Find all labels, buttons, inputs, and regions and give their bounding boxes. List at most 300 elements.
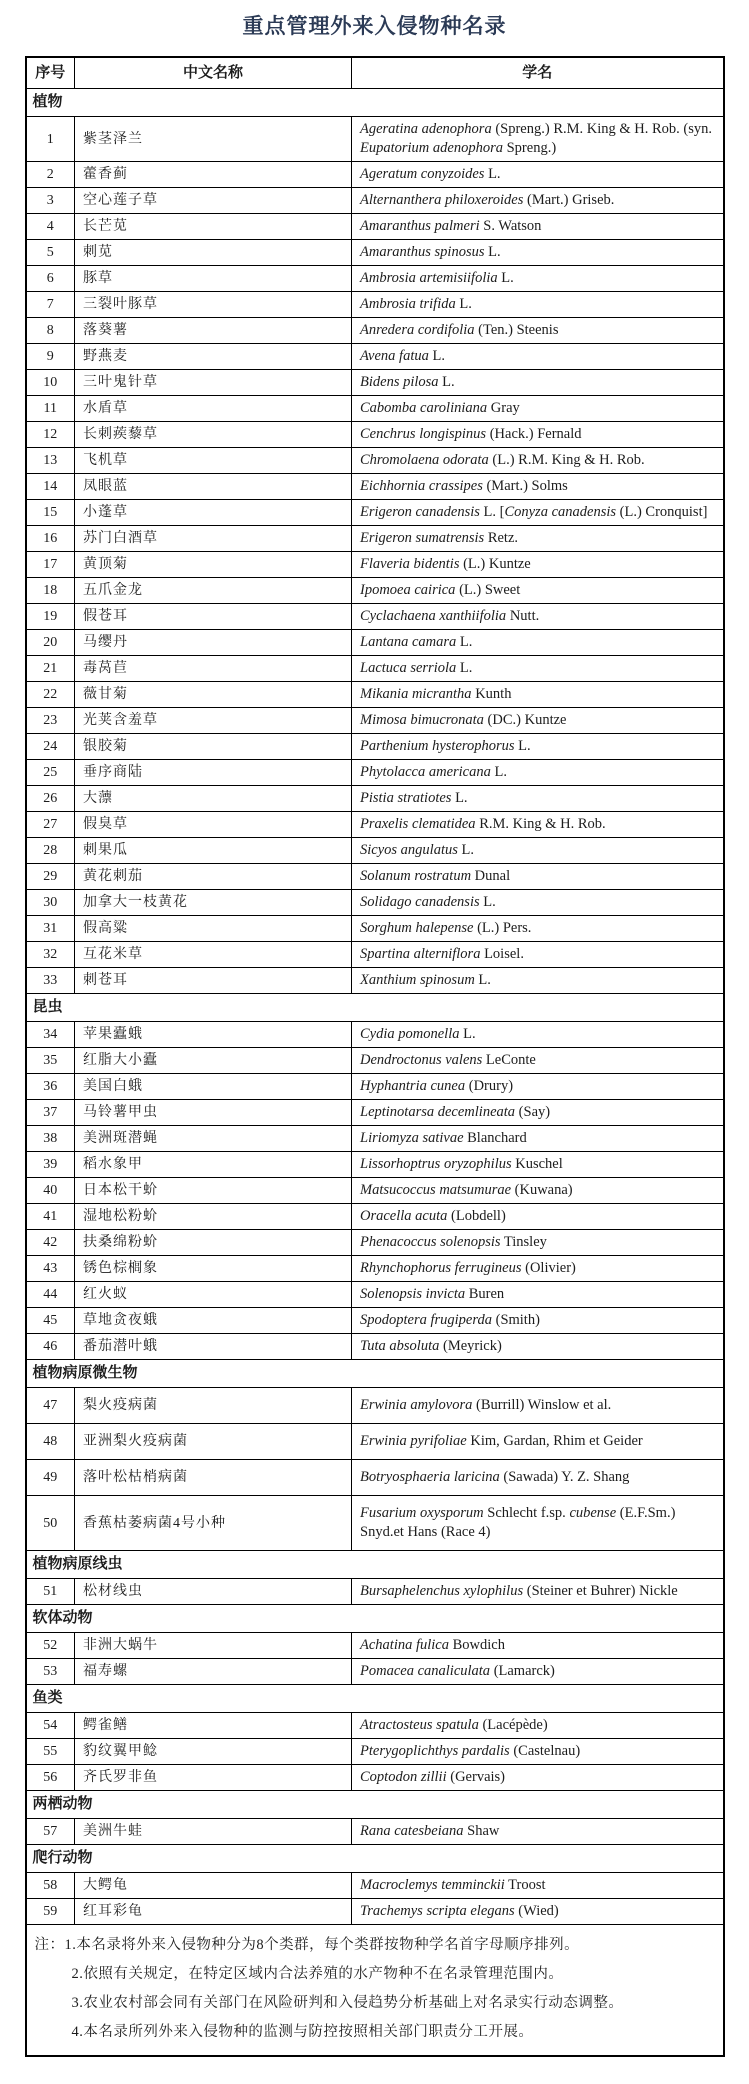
row-number-cell: 47 (26, 1388, 75, 1424)
species-row (26, 1388, 724, 1424)
scientific-name-italic-segment: Lactuca serriola (360, 660, 457, 676)
scientific-name-segment: Spreng.) (502, 140, 557, 156)
scientific-name-cell (352, 1739, 724, 1765)
scientific-name-cell (352, 786, 724, 812)
scientific-name-cell (352, 422, 724, 448)
chinese-name-cell: 梨火疫病菌 (75, 1388, 352, 1424)
scientific-name-italic-segment: Solanum rostratum (360, 868, 472, 884)
scientific-name-cell (352, 1256, 724, 1282)
scientific-name-segment: (E.F.Sm.) Snyd.et Hans (Race 4) (360, 1505, 676, 1540)
category-row (26, 1685, 724, 1713)
chinese-name-cell: 美洲牛蛙 (75, 1819, 352, 1845)
scientific-name-segment: Buren (465, 1286, 505, 1302)
scientific-name-italic-segment: Fusarium oxysporum (360, 1505, 484, 1521)
scientific-name-segment: L. (457, 842, 474, 858)
species-row (26, 1334, 724, 1360)
scientific-name-segment: Bowdich (449, 1637, 505, 1653)
row-number-cell: 15 (26, 500, 75, 526)
row-number-cell: 40 (26, 1178, 75, 1204)
row-number-cell: 6 (26, 266, 75, 292)
scientific-name-italic-segment: Phenacoccus solenopsis (360, 1234, 501, 1250)
chinese-name-cell: 加拿大一枝黄花 (75, 890, 352, 916)
category-label: 两栖动物 (26, 1791, 724, 1819)
scientific-name-cell (352, 240, 724, 266)
scientific-name-segment: (Lamarck) (490, 1663, 555, 1679)
chinese-name-cell: 马缨丹 (75, 630, 352, 656)
category-row (26, 994, 724, 1022)
species-row (26, 604, 724, 630)
species-row (26, 578, 724, 604)
chinese-name-cell: 飞机草 (75, 448, 352, 474)
scientific-name-segment: (Sawada) Y. Z. Shang (499, 1469, 630, 1485)
scientific-name-italic-segment: Cenchrus longispinus (360, 426, 487, 442)
scientific-name-cell (352, 1633, 724, 1659)
scientific-name-segment: (Mart.) Griseb. (523, 192, 615, 208)
species-row (26, 266, 724, 292)
category-row (26, 1605, 724, 1633)
scientific-name-italic-segment: Parthenium hysterophorus (360, 738, 515, 754)
species-row (26, 552, 724, 578)
scientific-name-italic-segment: Ambrosia trifida (360, 296, 456, 312)
scientific-name-cell (352, 396, 724, 422)
scientific-name-cell (352, 760, 724, 786)
scientific-name-segment: L. (514, 738, 531, 754)
species-row (26, 1074, 724, 1100)
scientific-name-cell (352, 1659, 724, 1685)
scientific-name-italic-segment: Phytolacca americana (360, 764, 491, 780)
scientific-name-cell (352, 500, 724, 526)
scientific-name-cell (352, 1178, 724, 1204)
row-number-cell: 33 (26, 968, 75, 994)
scientific-name-italic-segment: Coptodon zillii (360, 1769, 447, 1785)
row-number-cell: 55 (26, 1739, 75, 1765)
species-row (26, 1873, 724, 1899)
row-number-cell: 11 (26, 396, 75, 422)
scientific-name-cell (352, 214, 724, 240)
scientific-name-italic-segment: Ambrosia artemisiifolia (360, 270, 498, 286)
chinese-name-cell: 亚洲梨火疫病菌 (75, 1424, 352, 1460)
scientific-name-cell (352, 968, 724, 994)
scientific-name-italic-segment: Cyclachaena xanthiifolia (360, 608, 507, 624)
scientific-name-cell (352, 812, 724, 838)
row-number-cell: 57 (26, 1819, 75, 1845)
scientific-name-italic-segment: Pistia stratiotes (360, 790, 452, 806)
row-number-cell: 44 (26, 1282, 75, 1308)
scientific-name-cell (352, 864, 724, 890)
species-table (25, 56, 725, 2057)
scientific-name-italic-segment: Lissorhoptrus oryzophilus (360, 1156, 512, 1172)
scientific-name-cell (352, 1496, 724, 1551)
chinese-name-cell: 锈色棕榈象 (75, 1256, 352, 1282)
scientific-name-italic-segment: Flaveria bidentis (360, 556, 460, 572)
species-row (26, 1152, 724, 1178)
row-number-cell: 19 (26, 604, 75, 630)
row-number-cell: 31 (26, 916, 75, 942)
scientific-name-cell (352, 1126, 724, 1152)
row-number-cell: 14 (26, 474, 75, 500)
scientific-name-segment: L. (428, 348, 445, 364)
scientific-name-segment: Shaw (463, 1823, 500, 1839)
scientific-name-cell (352, 1334, 724, 1360)
scientific-name-segment: (Hack.) Fernald (486, 426, 582, 442)
species-row (26, 890, 724, 916)
scientific-name-segment: R.M. King & H. Rob. (475, 816, 606, 832)
scientific-name-segment: (Kuwana) (511, 1182, 573, 1198)
species-row (26, 526, 724, 552)
species-row (26, 292, 724, 318)
scientific-name-cell (352, 552, 724, 578)
species-row (26, 916, 724, 942)
scientific-name-cell (352, 1074, 724, 1100)
scientific-name-italic-segment: Erwinia amylovora (360, 1397, 473, 1413)
species-row (26, 1659, 724, 1685)
species-row (26, 188, 724, 214)
chinese-name-cell: 香蕉枯萎病菌4号小种 (75, 1496, 352, 1551)
chinese-name-cell: 马铃薯甲虫 (75, 1100, 352, 1126)
scientific-name-italic-segment: Spartina alterniflora (360, 946, 481, 962)
category-label: 爬行动物 (26, 1845, 724, 1873)
category-label: 植物病原微生物 (26, 1360, 724, 1388)
row-number-cell: 9 (26, 344, 75, 370)
scientific-name-italic-segment: Hyphantria cunea (360, 1078, 466, 1094)
chinese-name-cell: 红火蚁 (75, 1282, 352, 1308)
category-label: 植物病原线虫 (26, 1551, 724, 1579)
species-row (26, 1633, 724, 1659)
row-number-cell: 37 (26, 1100, 75, 1126)
scientific-name-segment: Schlecht f.sp. (483, 1505, 570, 1521)
row-number-cell: 13 (26, 448, 75, 474)
page-title: 重点管理外来入侵物种名录 (242, 14, 507, 38)
scientific-name-segment: (Spreng.) R.M. King & H. Rob. (syn. (491, 121, 713, 137)
species-row (26, 448, 724, 474)
scientific-name-segment: (Drury) (465, 1078, 514, 1094)
chinese-name-cell: 三裂叶豚草 (75, 292, 352, 318)
scientific-name-segment: Troost (504, 1877, 546, 1893)
chinese-name-cell: 毒莴苣 (75, 656, 352, 682)
scientific-name-cell (352, 578, 724, 604)
row-number-cell: 45 (26, 1308, 75, 1334)
scientific-name-italic-segment: Erigeron sumatrensis (360, 530, 485, 546)
chinese-name-cell: 刺苍耳 (75, 968, 352, 994)
scientific-name-segment: (Steiner et Buhrer) Nickle (523, 1583, 678, 1599)
chinese-name-cell: 假高粱 (75, 916, 352, 942)
scientific-name-cell (352, 474, 724, 500)
scientific-name-segment: L. (479, 894, 496, 910)
chinese-name-cell: 长芒苋 (75, 214, 352, 240)
species-row (26, 1230, 724, 1256)
scientific-name-cell (352, 1230, 724, 1256)
species-row (26, 1739, 724, 1765)
species-row (26, 344, 724, 370)
chinese-name-cell: 草地贪夜蛾 (75, 1308, 352, 1334)
row-number-cell: 17 (26, 552, 75, 578)
note-line: 4.本名录所列外来入侵物种的监测与防控按照相关部门职责分工开展。 (71, 2024, 534, 2040)
scientific-name-italic-segment: Avena fatua (360, 348, 429, 364)
scientific-name-segment: (L.) Kuntze (459, 556, 531, 572)
table-header-row (26, 57, 724, 89)
species-row (26, 1819, 724, 1845)
species-row (26, 1713, 724, 1739)
chinese-name-cell: 小蓬草 (75, 500, 352, 526)
row-number-cell: 20 (26, 630, 75, 656)
species-row (26, 1126, 724, 1152)
category-row (26, 89, 724, 117)
chinese-name-cell: 苹果蠹蛾 (75, 1022, 352, 1048)
scientific-name-cell (352, 318, 724, 344)
row-number-cell: 43 (26, 1256, 75, 1282)
scientific-name-cell (352, 292, 724, 318)
scientific-name-italic-segment: Bidens pilosa (360, 374, 439, 390)
row-number-cell: 58 (26, 1873, 75, 1899)
species-row (26, 1256, 724, 1282)
scientific-name-segment: S. Watson (479, 218, 542, 234)
species-row (26, 370, 724, 396)
scientific-name-cell (352, 630, 724, 656)
scientific-name-segment: L. (490, 764, 507, 780)
chinese-name-cell: 假苍耳 (75, 604, 352, 630)
species-row (26, 1178, 724, 1204)
row-number-cell: 50 (26, 1496, 75, 1551)
row-number-cell: 36 (26, 1074, 75, 1100)
species-row (26, 117, 724, 162)
scientific-name-segment: (Lobdell) (447, 1208, 506, 1224)
scientific-name-segment: (Wied) (514, 1903, 559, 1919)
scientific-name-italic-segment: Solidago canadensis (360, 894, 480, 910)
chinese-name-cell: 凤眼蓝 (75, 474, 352, 500)
scientific-name-segment: (Burrill) Winslow et al. (472, 1397, 612, 1413)
scientific-name-segment: L. (484, 166, 501, 182)
scientific-name-italic-segment: Mimosa bimucronata (360, 712, 484, 728)
scientific-name-italic-segment: Pterygoplichthys pardalis (360, 1743, 510, 1759)
scientific-name-cell (352, 656, 724, 682)
scientific-name-cell (352, 1152, 724, 1178)
species-row (26, 656, 724, 682)
scientific-name-cell (352, 162, 724, 188)
row-number-cell: 24 (26, 734, 75, 760)
chinese-name-cell: 大薸 (75, 786, 352, 812)
scientific-name-cell (352, 1048, 724, 1074)
notes-row (26, 1925, 724, 2057)
species-row (26, 500, 724, 526)
row-number-cell: 59 (26, 1899, 75, 1925)
chinese-name-cell: 红耳彩龟 (75, 1899, 352, 1925)
species-row (26, 318, 724, 344)
species-row (26, 708, 724, 734)
scientific-name-segment: Blanchard (463, 1130, 527, 1146)
scientific-name-cell (352, 1460, 724, 1496)
row-number-cell: 16 (26, 526, 75, 552)
scientific-name-segment: (L.) Pers. (473, 920, 532, 936)
scientific-name-cell (352, 1765, 724, 1791)
chinese-name-cell: 刺苋 (75, 240, 352, 266)
chinese-name-cell: 落叶松枯梢病菌 (75, 1460, 352, 1496)
category-label: 昆虫 (26, 994, 724, 1022)
scientific-name-italic-segment: Rhynchophorus ferrugineus (360, 1260, 522, 1276)
scientific-name-segment: Kim, Gardan, Rhim et Geider (466, 1433, 643, 1449)
note-line: 3.农业农村部会同有关部门在风险研判和入侵趋势分析基础上对名录实行动态调整。 (71, 1995, 624, 2011)
chinese-name-cell: 扶桑绵粉蚧 (75, 1230, 352, 1256)
scientific-name-italic-segment: Trachemys scripta elegans (360, 1903, 515, 1919)
row-number-cell: 10 (26, 370, 75, 396)
category-label: 鱼类 (26, 1685, 724, 1713)
scientific-name-segment: Kunth (471, 686, 512, 702)
scientific-name-italic-segment: Matsucoccus matsumurae (360, 1182, 512, 1198)
chinese-name-cell: 薇甘菊 (75, 682, 352, 708)
scientific-name-cell (352, 1819, 724, 1845)
chinese-name-cell: 豚草 (75, 266, 352, 292)
species-row (26, 682, 724, 708)
scientific-name-cell (352, 1873, 724, 1899)
species-row (26, 630, 724, 656)
scientific-name-segment: L. (451, 790, 468, 806)
row-number-cell: 51 (26, 1579, 75, 1605)
scientific-name-segment: (L.) Cronquist] (616, 504, 708, 520)
scientific-name-cell (352, 1424, 724, 1460)
chinese-name-cell: 黄花刺茄 (75, 864, 352, 890)
row-number-cell: 32 (26, 942, 75, 968)
scientific-name-cell (352, 942, 724, 968)
scientific-name-segment: L. (438, 374, 455, 390)
chinese-name-cell: 野燕麦 (75, 344, 352, 370)
scientific-name-cell (352, 1022, 724, 1048)
notes (26, 1925, 724, 2057)
scientific-name-segment: Loisel. (480, 946, 524, 962)
scientific-name-segment: (Castelnau) (509, 1743, 581, 1759)
scientific-name-italic-segment: Conyza canadensis (504, 504, 617, 520)
scientific-name-italic-segment: Amaranthus spinosus (360, 244, 485, 260)
species-row (26, 942, 724, 968)
chinese-name-cell: 藿香蓟 (75, 162, 352, 188)
row-number-cell: 18 (26, 578, 75, 604)
category-row (26, 1360, 724, 1388)
scientific-name-italic-segment: Cydia pomonella (360, 1026, 460, 1042)
species-row (26, 734, 724, 760)
species-row (26, 1100, 724, 1126)
chinese-name-cell: 银胶菊 (75, 734, 352, 760)
row-number-cell: 28 (26, 838, 75, 864)
scientific-name-cell (352, 734, 724, 760)
scientific-name-italic-segment: Solenopsis invicta (360, 1286, 466, 1302)
scientific-name-italic-segment: cubense (569, 1505, 617, 1521)
scientific-name-italic-segment: Bursaphelenchus xylophilus (360, 1583, 524, 1599)
chinese-name-cell: 非洲大蜗牛 (75, 1633, 352, 1659)
species-row (26, 214, 724, 240)
chinese-name-cell: 水盾草 (75, 396, 352, 422)
scientific-name-italic-segment: Praxelis clematidea (360, 816, 476, 832)
scientific-name-segment: L. (456, 634, 473, 650)
scientific-name-segment: (Mart.) Solms (482, 478, 568, 494)
chinese-name-cell: 紫茎泽兰 (75, 117, 352, 162)
scientific-name-cell (352, 1713, 724, 1739)
scientific-name-italic-segment: Leptinotarsa decemlineata (360, 1104, 516, 1120)
chinese-name-cell: 互花米草 (75, 942, 352, 968)
species-row (26, 240, 724, 266)
chinese-name-cell: 黄顶菊 (75, 552, 352, 578)
row-number-cell: 39 (26, 1152, 75, 1178)
row-number-cell: 5 (26, 240, 75, 266)
column-header-chinese-name: 中文名称 (75, 57, 352, 89)
scientific-name-segment: L. (455, 296, 472, 312)
scientific-name-segment: L. [ (479, 504, 505, 520)
scientific-name-segment: Nutt. (506, 608, 540, 624)
column-header-scientific-name: 学名 (352, 57, 724, 89)
scientific-name-italic-segment: Achatina fulica (360, 1637, 449, 1653)
scientific-name-italic-segment: Oracella acuta (360, 1208, 448, 1224)
scientific-name-italic-segment: Dendroctonus valens (360, 1052, 483, 1068)
row-number-cell: 53 (26, 1659, 75, 1685)
category-label: 植物 (26, 89, 724, 117)
chinese-name-cell: 假臭草 (75, 812, 352, 838)
category-label: 软体动物 (26, 1605, 724, 1633)
chinese-name-cell: 落葵薯 (75, 318, 352, 344)
scientific-name-cell (352, 188, 724, 214)
scientific-name-segment: (Gervais) (446, 1769, 506, 1785)
row-number-cell: 49 (26, 1460, 75, 1496)
scientific-name-segment: (Ten.) Steenis (474, 322, 559, 338)
scientific-name-cell (352, 1204, 724, 1230)
species-row (26, 1496, 724, 1551)
row-number-cell: 3 (26, 188, 75, 214)
row-number-cell: 30 (26, 890, 75, 916)
chinese-name-cell: 长刺蒺藜草 (75, 422, 352, 448)
scientific-name-italic-segment: Spodoptera frugiperda (360, 1312, 492, 1328)
scientific-name-cell (352, 708, 724, 734)
scientific-name-italic-segment: Ageratina adenophora (360, 121, 492, 137)
chinese-name-cell: 三叶鬼针草 (75, 370, 352, 396)
row-number-cell: 12 (26, 422, 75, 448)
species-row (26, 864, 724, 890)
scientific-name-segment: (L.) R.M. King & H. Rob. (488, 452, 645, 468)
chinese-name-cell: 光荚含羞草 (75, 708, 352, 734)
chinese-name-cell: 空心莲子草 (75, 188, 352, 214)
species-row (26, 1308, 724, 1334)
scientific-name-italic-segment: Cabomba caroliniana (360, 400, 488, 416)
scientific-name-segment: L. (459, 1026, 476, 1042)
chinese-name-cell: 大鳄龟 (75, 1873, 352, 1899)
species-row (26, 1460, 724, 1496)
chinese-name-cell: 湿地松粉蚧 (75, 1204, 352, 1230)
species-table-body (26, 89, 724, 1925)
scientific-name-italic-segment: Eupatorium adenophora (360, 140, 503, 156)
category-row (26, 1845, 724, 1873)
scientific-name-cell (352, 266, 724, 292)
row-number-cell: 52 (26, 1633, 75, 1659)
row-number-cell: 22 (26, 682, 75, 708)
species-row (26, 1022, 724, 1048)
scientific-name-italic-segment: Ageratum conyzoides (360, 166, 485, 182)
scientific-name-italic-segment: Eichhornia crassipes (360, 478, 483, 494)
scientific-name-italic-segment: Alternanthera philoxeroides (360, 192, 524, 208)
scientific-name-segment: L. (484, 244, 501, 260)
row-number-cell: 25 (26, 760, 75, 786)
scientific-name-segment: Tinsley (500, 1234, 547, 1250)
row-number-cell: 34 (26, 1022, 75, 1048)
row-number-cell: 56 (26, 1765, 75, 1791)
scientific-name-cell (352, 604, 724, 630)
species-row (26, 1204, 724, 1230)
scientific-name-segment: (Olivier) (521, 1260, 576, 1276)
scientific-name-italic-segment: Erigeron canadensis (360, 504, 480, 520)
species-row (26, 838, 724, 864)
scientific-name-segment: LeConte (482, 1052, 536, 1068)
row-number-cell: 26 (26, 786, 75, 812)
scientific-name-italic-segment: Xanthium spinosum (360, 972, 475, 988)
row-number-cell: 29 (26, 864, 75, 890)
scientific-name-italic-segment: Sicyos angulatus (360, 842, 458, 858)
row-number-cell: 23 (26, 708, 75, 734)
row-number-cell: 35 (26, 1048, 75, 1074)
scientific-name-segment: (Meyrick) (439, 1338, 502, 1354)
